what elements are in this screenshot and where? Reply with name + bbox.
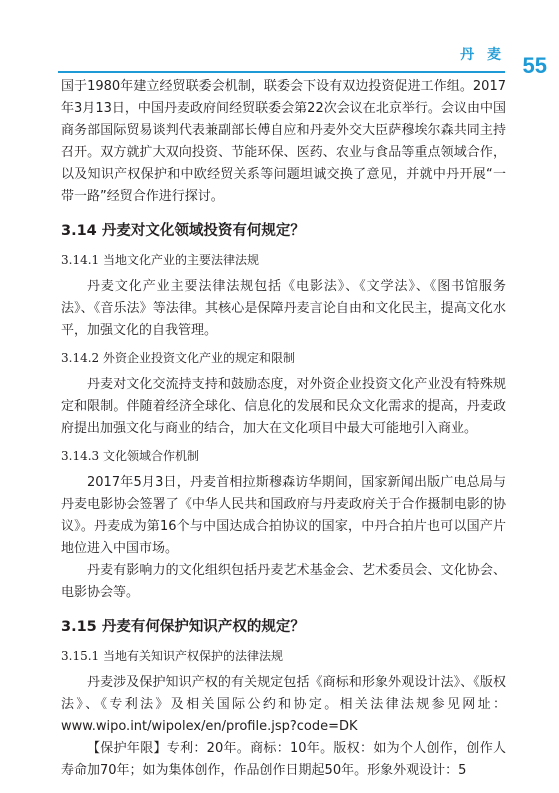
paragraph-3-15-1-a: 丹麦涉及保护知识产权的有关规定包括《商标和形象外观设计法》、《版权法》、《专利法》及相关国际公约和协定。相关法律法规参见网址：www.wipo.int/wipolex/en/profile.jsp?code=DK	[61, 675, 506, 734]
header-rule	[58, 71, 505, 73]
paragraph-3-15-1-b: 【保护年限】专利：20年。商标：10年。版权：如为个人创作，创作人寿命加70年；如为集体创作，作品创作日期起50年。形象外观设计：5	[61, 741, 506, 778]
section-title-3-14: 3.14 丹麦对文化领域投资有何规定？	[61, 223, 305, 239]
intro-paragraph: 国于1980年建立经贸联委会机制，联委会下设有双边投资促进工作组。2017年3月13日，中国丹麦政府间经贸联委会第22次会议在北京举行。会议由中国商务部国际贸易谈判代表兼副部长傅自应和丹麦外交大臣萨穆埃尔森共同主持召开。双方就扩大双向投资、节能环保、医药、农业与食品等重点领域合作，以及知识产权保护和中欧经贸关系等问题坦诚交换了意见，并就中丹开展“一带一路”经贸合作进行探讨。	[61, 79, 506, 204]
subsection-title-3-14-1: 3.14.1 当地文化产业的主要法律法规	[61, 253, 259, 267]
subsection-title-3-14-2: 3.14.2 外资企业投资文化产业的规定和限制	[61, 351, 295, 365]
paragraph-3-14-3-b: 丹麦有影响力的文化组织包括丹麦艺术基金会、艺术委员会、文化协会、电影协会等。	[61, 563, 506, 600]
section-title-3-15: 3.15 丹麦有何保护知识产权的规定？	[61, 619, 305, 635]
paragraph-3-14-3-a: 2017年5月3日，丹麦首相拉斯穆森访华期间，国家新闻出版广电总局与丹麦电影协会签署了《中华人民共和国政府与丹麦政府关于合作摄制电影的协议》。丹麦成为第16个与中国达成合拍协议的国家，中丹合拍片也可以国产片地位进入中国市场。	[61, 475, 506, 556]
page-body	[61, 76, 506, 782]
paragraph-3-14-2: 丹麦对文化交流持支持和鼓励态度，对外资企业投资文化产业没有特殊规定和限制。伴随着经济全球化、信息化的发展和民众文化需求的提高，丹麦政府提出加强文化与商业的结合，加大在文化项目中最大可能地引入商业。	[61, 377, 506, 436]
running-title: 丹 麦	[460, 47, 505, 63]
subsection-title-3-15-1: 3.15.1 当地有关知识产权保护的法律法规	[61, 649, 283, 663]
page-header	[0, 0, 559, 76]
subsection-title-3-14-3: 3.14.3 文化领域合作机制	[61, 449, 199, 463]
paragraph-3-14-1: 丹麦文化产业主要法律法规包括《电影法》、《文学法》、《图书馆服务法》、《音乐法》等法律。其核心是保障丹麦言论自由和文化民主，提高文化水平，加强文化的自我管理。	[61, 279, 506, 338]
page-number: 55	[522, 53, 547, 78]
